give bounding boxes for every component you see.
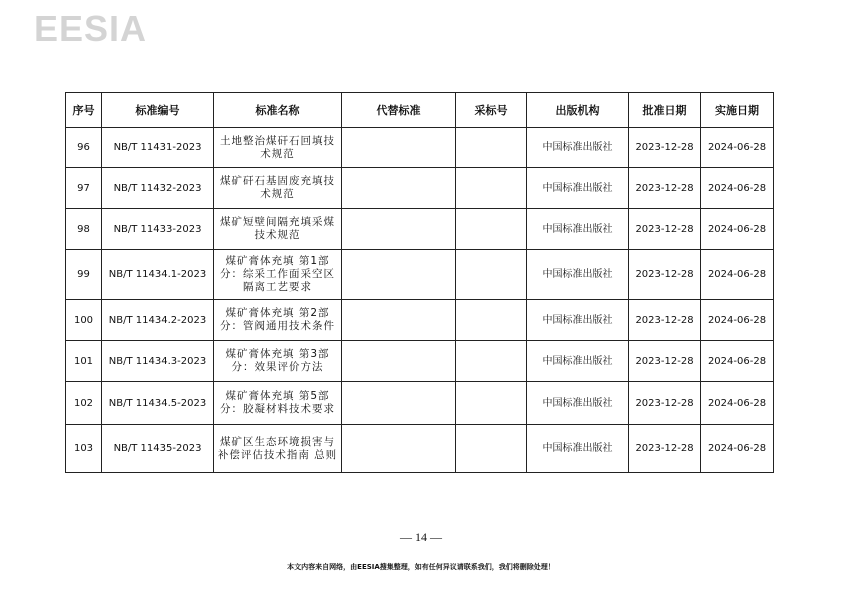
header-serial: 序号 — [66, 93, 102, 128]
replace-cell — [342, 425, 456, 473]
adopt-cell — [456, 128, 527, 168]
implement-date-cell: 2024-06-28 — [701, 341, 774, 382]
code-cell: NB/T 11431-2023 — [102, 128, 214, 168]
implement-date-cell: 2024-06-28 — [701, 168, 774, 209]
approve-date-cell: 2023-12-28 — [629, 382, 701, 425]
serial-cell: 103 — [66, 425, 102, 473]
publisher-cell: 中国标准出版社 — [527, 209, 629, 250]
approve-date-cell: 2023-12-28 — [629, 341, 701, 382]
header-code: 标准编号 — [102, 93, 214, 128]
code-cell: NB/T 11434.1-2023 — [102, 250, 214, 300]
publisher-cell: 中国标准出版社 — [527, 300, 629, 341]
publisher-cell: 中国标准出版社 — [527, 425, 629, 473]
table-row — [66, 168, 774, 209]
publisher-cell: 中国标准出版社 — [527, 382, 629, 425]
adopt-cell — [456, 300, 527, 341]
header-implement-date: 实施日期 — [701, 93, 774, 128]
footer-disclaimer: 本文内容来自网络，由EESIA搜集整理，如有任何异议请联系我们，我们将删除处理！ — [287, 563, 555, 571]
adopt-cell — [456, 209, 527, 250]
header-publisher: 出版机构 — [527, 93, 629, 128]
approve-date-cell: 2023-12-28 — [629, 128, 701, 168]
table-row — [66, 382, 774, 425]
publisher-cell: 中国标准出版社 — [527, 168, 629, 209]
serial-cell: 96 — [66, 128, 102, 168]
name-cell: 煤矿膏体充填 第2部分：管阀通用技术条件 — [214, 300, 342, 341]
approve-date-cell: 2023-12-28 — [629, 209, 701, 250]
header-approve-date: 批准日期 — [629, 93, 701, 128]
adopt-cell — [456, 250, 527, 300]
standards-table — [65, 92, 774, 473]
serial-cell: 98 — [66, 209, 102, 250]
page-number: — 14 — — [400, 530, 442, 544]
code-cell: NB/T 11432-2023 — [102, 168, 214, 209]
implement-date-cell: 2024-06-28 — [701, 382, 774, 425]
header-name: 标准名称 — [214, 93, 342, 128]
name-cell: 煤矿短壁间隔充填采煤技术规范 — [214, 209, 342, 250]
header-replace: 代替标准 — [342, 93, 456, 128]
implement-date-cell: 2024-06-28 — [701, 209, 774, 250]
publisher-cell: 中国标准出版社 — [527, 250, 629, 300]
table-header-row — [66, 93, 774, 128]
eesia-logo: EESIA — [34, 8, 148, 49]
serial-cell: 99 — [66, 250, 102, 300]
serial-cell: 101 — [66, 341, 102, 382]
serial-cell: 97 — [66, 168, 102, 209]
code-cell: NB/T 11433-2023 — [102, 209, 214, 250]
replace-cell — [342, 168, 456, 209]
name-cell: 土地整治煤矸石回填技术规范 — [214, 128, 342, 168]
implement-date-cell: 2024-06-28 — [701, 128, 774, 168]
approve-date-cell: 2023-12-28 — [629, 168, 701, 209]
code-cell: NB/T 11434.3-2023 — [102, 341, 214, 382]
name-cell: 煤矿膏体充填 第5部分：胶凝材料技术要求 — [214, 382, 342, 425]
approve-date-cell: 2023-12-28 — [629, 300, 701, 341]
adopt-cell — [456, 168, 527, 209]
replace-cell — [342, 250, 456, 300]
code-cell: NB/T 11435-2023 — [102, 425, 214, 473]
table-row — [66, 128, 774, 168]
replace-cell — [342, 128, 456, 168]
publisher-cell: 中国标准出版社 — [527, 128, 629, 168]
name-cell: 煤矿矸石基固废充填技术规范 — [214, 168, 342, 209]
name-cell: 煤矿区生态环境损害与补偿评估技术指南 总则 — [214, 425, 342, 473]
adopt-cell — [456, 341, 527, 382]
name-cell: 煤矿膏体充填 第1部分：综采工作面采空区隔离工艺要求 — [214, 250, 342, 300]
name-cell: 煤矿膏体充填 第3部分：效果评价方法 — [214, 341, 342, 382]
header-adopt: 采标号 — [456, 93, 527, 128]
replace-cell — [342, 209, 456, 250]
adopt-cell — [456, 382, 527, 425]
replace-cell — [342, 341, 456, 382]
table-row — [66, 341, 774, 382]
table-row — [66, 250, 774, 300]
approve-date-cell: 2023-12-28 — [629, 425, 701, 473]
table-row — [66, 300, 774, 341]
table-row — [66, 209, 774, 250]
adopt-cell — [456, 425, 527, 473]
code-cell: NB/T 11434.2-2023 — [102, 300, 214, 341]
serial-cell: 102 — [66, 382, 102, 425]
replace-cell — [342, 382, 456, 425]
code-cell: NB/T 11434.5-2023 — [102, 382, 214, 425]
replace-cell — [342, 300, 456, 341]
serial-cell: 100 — [66, 300, 102, 341]
implement-date-cell: 2024-06-28 — [701, 425, 774, 473]
approve-date-cell: 2023-12-28 — [629, 250, 701, 300]
table-row — [66, 425, 774, 473]
publisher-cell: 中国标准出版社 — [527, 341, 629, 382]
implement-date-cell: 2024-06-28 — [701, 300, 774, 341]
implement-date-cell: 2024-06-28 — [701, 250, 774, 300]
